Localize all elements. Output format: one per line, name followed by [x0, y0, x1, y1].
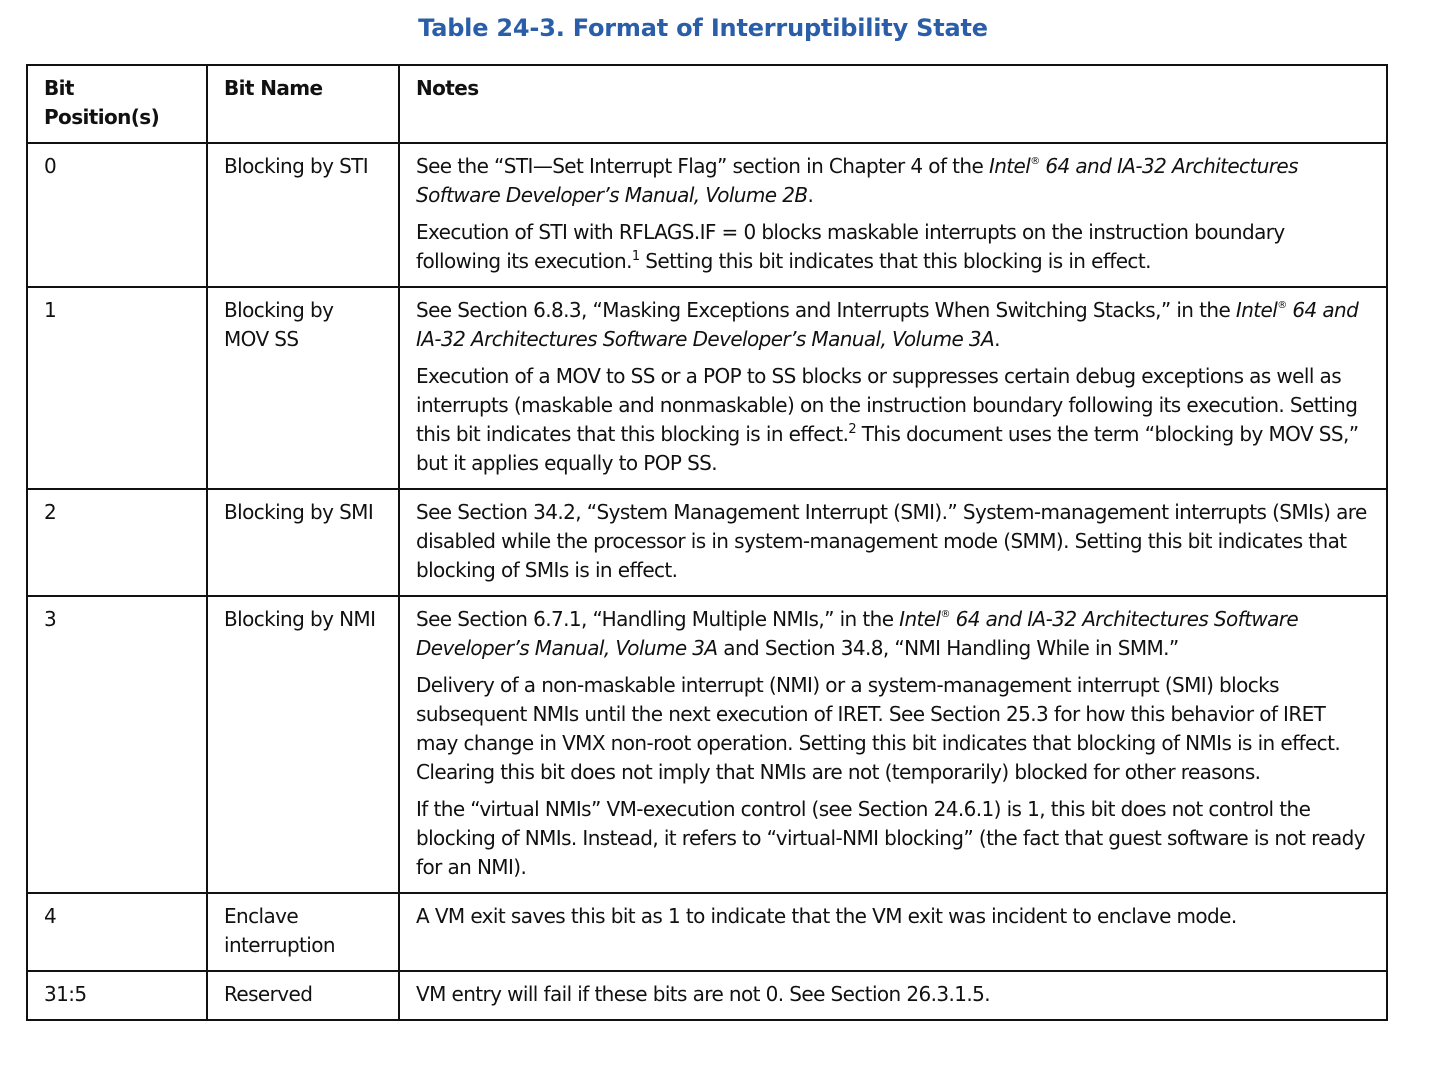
note-paragraph: See Section 6.7.1, “Handling Multiple NMIs,” in the Intel® 64 and IA-32 Architectures Software Developer’s Manual, Volume 3A and Section 34.8, “NMI Handling While in SMM.” — [416, 607, 1299, 660]
table-row — [27, 143, 1387, 287]
table-row — [27, 971, 1387, 1020]
header-notes: Notes — [399, 65, 1387, 143]
cell-bit-name: Blocking by NMI — [207, 596, 399, 893]
manual-title: Intel® 64 and IA-32 Architectures Software Developer’s Manual, Volume 2B — [416, 154, 1298, 207]
footnote-marker: 1 — [631, 249, 640, 264]
table-title: Table 24-3. Format of Interruptibility State — [418, 14, 988, 42]
note-paragraph: Execution of a MOV to SS or a POP to SS blocks or suppresses certain debug exceptions as well as interrupts (maskable and nonmaskable) on the instruction boundary following its execution. Setting this bit indicates that this blocking is in effect.$^2$ This document uses the term “blocking by MOV SS,” but it applies equally to POP SS. — [416, 364, 1359, 475]
table-row — [27, 287, 1387, 489]
table-row — [27, 596, 1387, 893]
cell-bit-position: 1 — [27, 287, 207, 489]
cell-notes — [399, 971, 1387, 1020]
note-paragraph: Execution of STI with RFLAGS.IF = 0 blocks maskable interrupts on the instruction boundary following its execution.$^1$ Setting this bit indicates that this blocking is in effect. — [416, 220, 1285, 273]
note-paragraph: See Section 34.2, “System Management Interrupt (SMI).” System-management interrupts (SMIs) are disabled while the processor is in system-management mode (SMM). Setting this bit indicates that blocking of SMIs is in effect. — [416, 500, 1367, 582]
cell-bit-position: 4 — [27, 893, 207, 971]
cell-bit-position: 2 — [27, 489, 207, 596]
manual-title: Intel® 64 and IA-32 Architectures Software Developer’s Manual, Volume 3A — [416, 607, 1299, 660]
note-paragraph: Delivery of a non-maskable interrupt (NMI) or a system-management interrupt (SMI) blocks subsequent NMIs until the next execution of IRET. See Section 25.3 for how this behavior of IRET may change in VMX non-root operation. Setting this bit indicates that blocking of NMIs is in effect. Clearing this bit does not imply that NMIs are not (temporarily) blocked for other reasons. — [416, 673, 1341, 784]
table-row — [27, 489, 1387, 596]
interruptibility-state-table — [26, 64, 1388, 1021]
cell-bit-name: Blocking by SMI — [207, 489, 399, 596]
cell-bit-position: 31:5 — [27, 971, 207, 1020]
cell-notes — [399, 143, 1387, 287]
table-header-row — [27, 65, 1387, 143]
cell-notes — [399, 287, 1387, 489]
cell-bit-name: Blocking by STI — [207, 143, 399, 287]
table-row — [27, 893, 1387, 971]
note-paragraph: See Section 6.8.3, “Masking Exceptions and Interrupts When Switching Stacks,” in the Intel® 64 and IA-32 Architectures Software Developer’s Manual, Volume 3A. — [416, 298, 1359, 351]
note-paragraph: See the “STI—Set Interrupt Flag” section in Chapter 4 of the Intel® 64 and IA-32 Architectures Software Developer’s Manual, Volume 2B. — [416, 154, 1298, 207]
cell-bit-name: Reserved — [207, 971, 399, 1020]
header-bit-name: Bit Name — [207, 65, 399, 143]
header-bit-position: Bit Position(s) — [27, 65, 207, 143]
manual-title: Intel® 64 and IA-32 Architectures Software Developer’s Manual, Volume 3A — [416, 298, 1359, 351]
cell-bit-position: 0 — [27, 143, 207, 287]
footnote-marker: 2 — [848, 422, 857, 437]
note-paragraph: If the “virtual NMIs” VM-execution control (see Section 24.6.1) is 1, this bit does not control the blocking of NMIs. Instead, it refers to “virtual-NMI blocking” (the fact that guest software is not ready for an NMI). — [416, 797, 1365, 879]
cell-notes — [399, 489, 1387, 596]
cell-bit-name: Enclave interruption — [207, 893, 399, 971]
cell-notes — [399, 893, 1387, 971]
cell-bit-position: 3 — [27, 596, 207, 893]
note-paragraph: A VM exit saves this bit as 1 to indicate that the VM exit was incident to enclave mode. — [416, 904, 1237, 928]
cell-bit-name: Blocking by MOV SS — [207, 287, 399, 489]
note-paragraph: VM entry will fail if these bits are not 0. See Section 26.3.1.5. — [416, 982, 991, 1006]
cell-notes — [399, 596, 1387, 893]
